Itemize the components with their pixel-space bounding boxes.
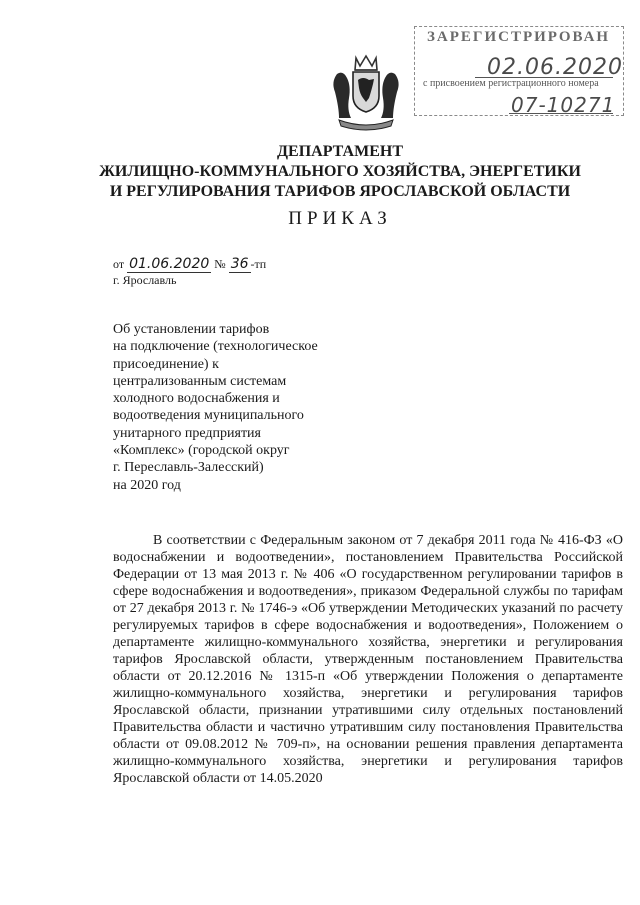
subject-line: на 2020 год	[113, 477, 181, 493]
order-city: г. Ярославль	[113, 273, 177, 287]
department-line: ЖИЛИЩНО-КОММУНАЛЬНОГО ХОЗЯЙСТВА, ЭНЕРГЕТИКИ	[99, 163, 581, 180]
subject-line: присоединение) к	[113, 356, 219, 372]
subject-line: на подключение (технологическое	[113, 339, 318, 355]
stamp-registration-number: 07-10271	[511, 93, 616, 117]
subject-line: холодного водоснабжения и	[113, 391, 280, 407]
order-date: 01.06.2020	[129, 256, 210, 272]
order-number: 36	[230, 256, 249, 272]
order-date-number	[113, 256, 266, 272]
registration-stamp	[414, 26, 624, 116]
stamp-date: 02.06.2020	[487, 55, 623, 80]
department-name	[40, 142, 640, 202]
coat-of-arms-icon	[325, 52, 407, 134]
subject-line: централизованным системам	[113, 373, 287, 389]
stamp-title: ЗАРЕГИСТРИРОВАН	[427, 29, 611, 45]
subject-line: «Комплекс» (городской округ	[113, 443, 290, 459]
order-subject	[113, 321, 373, 494]
stamp-underline	[509, 113, 613, 114]
order-suffix: -тп	[250, 257, 267, 271]
subject-line: унитарного предприятия	[113, 425, 261, 441]
department-line: ДЕПАРТАМЕНТ	[277, 143, 403, 160]
body-paragraph: В соответствии с Федеральным законом от 7 декабря 2011 года № 416-ФЗ «О водоснабжении и водоотведении», постановлением Правительства Российской Федерации от 13 мая 2013 г. № 406 «О государственном регулировании тарифов в сфере водоснабжения и водоотведения», приказом Федеральной службы по тарифам от 27 декабря 2013 г. № 1746-э «Об утверждении Методических указаний по расчету регулируемых тарифов в сфере водоснабжения и водоотведения», Положением о департаменте жилищно-коммунального хозяйства, энергетики и регулирования тарифов Ярославской области, утвержденным постановлением Правительства области от 20.12.2016 № 1315-п «Об утверждении Положения о департаменте жилищно-коммунального хозяйства, энергетики и регулирования тарифов Ярославской области, признании утратившими силу отдельных постановлений Правительства области и частично утратившим силу постановления Правительства области от 09.08.2012 № 709-п», на основании решения правления департамента жилищно-коммунального хозяйства, энергетики и регулирования тарифов Ярославской области от 14.05.2020	[113, 533, 623, 786]
subject-line: Об установлении тарифов	[113, 322, 270, 337]
department-line: И РЕГУЛИРОВАНИЯ ТАРИФОВ ЯРОСЛАВСКОЙ ОБЛАСТИ	[109, 183, 571, 200]
stamp-caption: с присвоением регистрационного номера	[423, 78, 599, 89]
subject-line: г. Переславль-Залесский)	[113, 460, 264, 476]
order-number-sign: №	[214, 257, 226, 271]
order-prefix: от	[113, 257, 125, 271]
document-type-title: ПРИКАЗ	[288, 208, 392, 229]
subject-line: водоотведения муниципального	[113, 408, 304, 424]
